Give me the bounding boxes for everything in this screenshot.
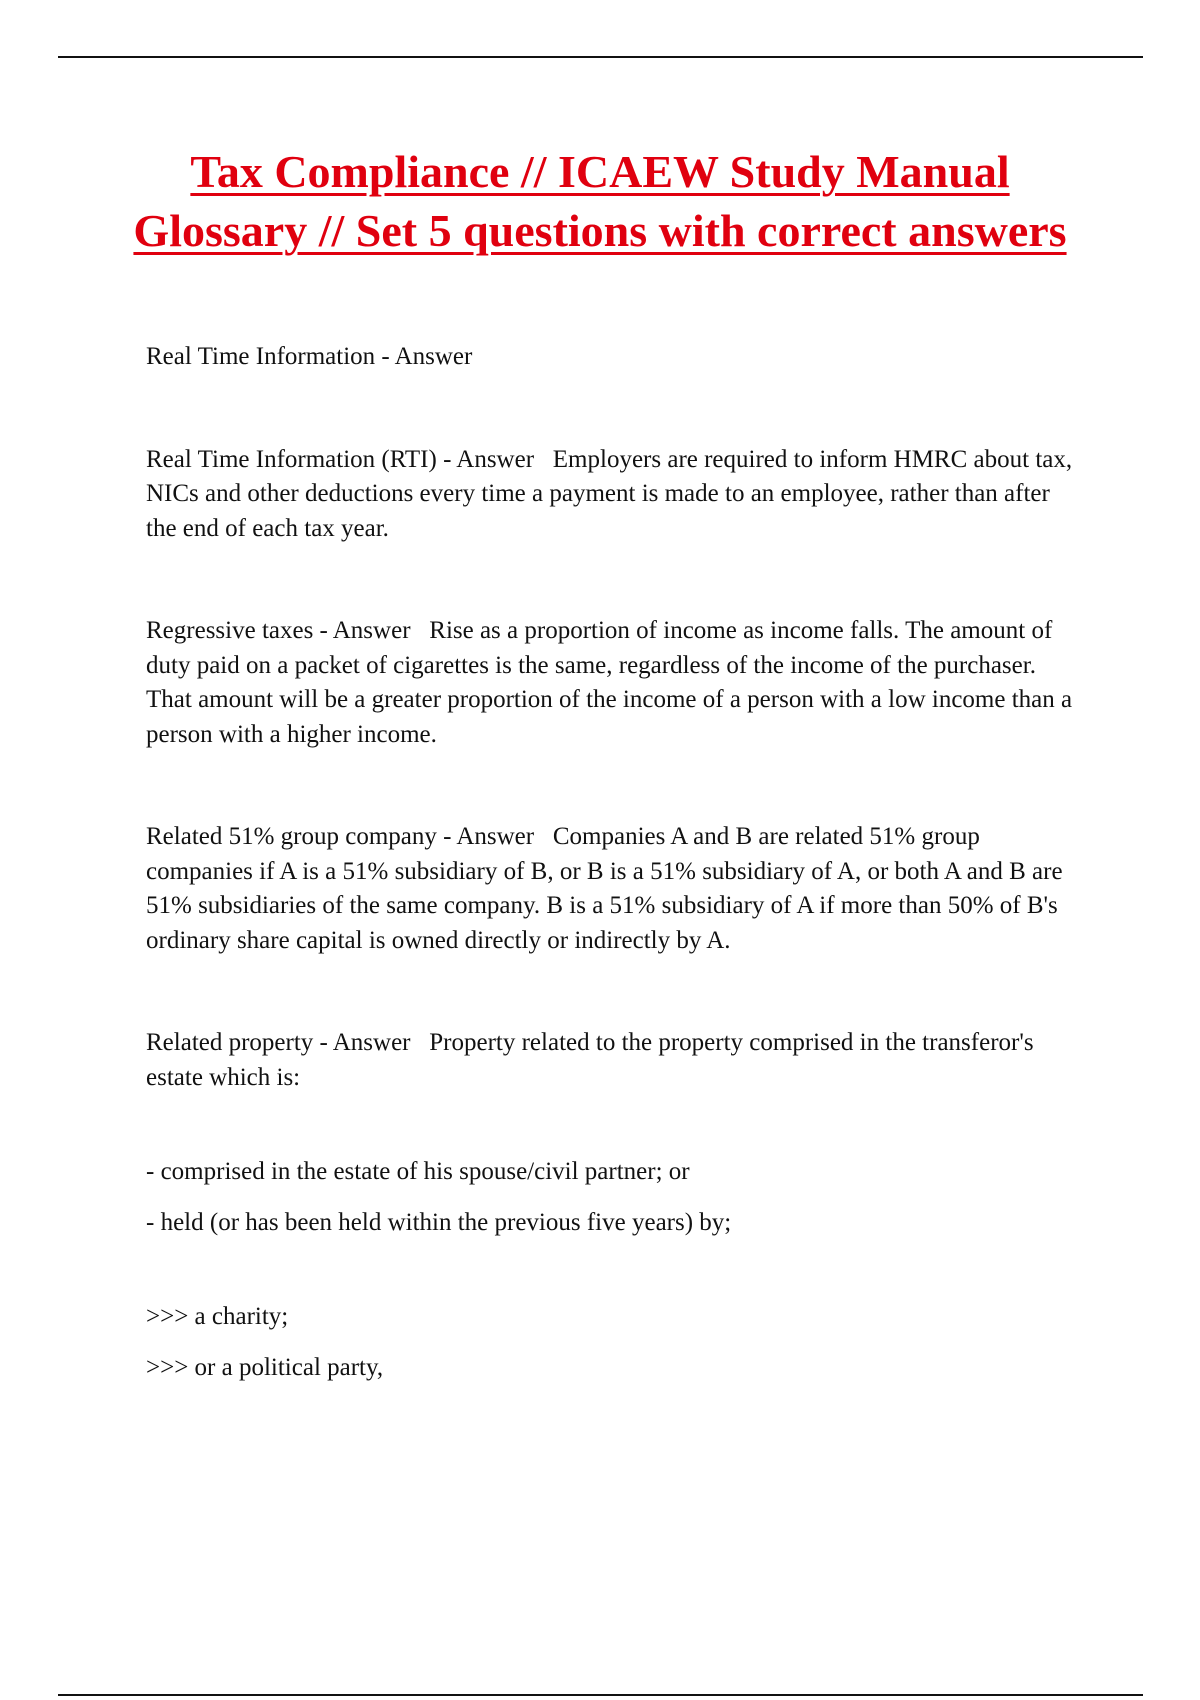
entry-real-time-information xyxy=(146,340,1086,375)
entry-rti xyxy=(146,443,1086,547)
sub-list-item: >>> or a political party, xyxy=(146,1353,384,1381)
entry-term: Related property - Answer xyxy=(146,1029,411,1056)
sub-list-item: >>> a charity; xyxy=(146,1303,289,1330)
list-item: - held (or has been held within the previous five years) by; xyxy=(146,1208,732,1236)
entry-definition: Companies A and B are related 51% group companies if A is a 51% subsidiary of B, or B is a 51% subsidiary of A, or both A and B are 51% subsidiaries of the same company. B is a 51% subsidiary of A if more than 50% of B's ordinary share capital is owned directly or indirectly by A. xyxy=(146,823,1063,954)
entry-definition: Property related to the property comprised in the transferor's estate which is: xyxy=(146,1029,1034,1091)
top-rule xyxy=(58,56,1143,58)
glossary-content xyxy=(146,340,1086,1385)
entry-definition: Employers are required to inform HMRC about tax, NICs and other deductions every time a payment is made to an employee, rather than after the end of each tax year. xyxy=(146,445,1073,542)
entry-related-property xyxy=(146,1026,1086,1095)
document-title: Tax Compliance // ICAEW Study Manual Glossary // Set 5 questions with correct answers xyxy=(133,146,1067,256)
entry-term: Real Time Information (RTI) - Answer xyxy=(146,445,535,473)
entry-term: Related 51% group company - Answer xyxy=(146,823,535,850)
entry-term: Regressive taxes - Answer xyxy=(146,617,411,644)
entry-related-51-group-company xyxy=(146,820,1086,958)
entry-regressive-taxes xyxy=(146,614,1086,752)
entry-term: Real Time Information - Answer xyxy=(146,343,473,370)
list-item: - comprised in the estate of his spouse/civil partner; or xyxy=(146,1158,690,1185)
bottom-rule xyxy=(58,1694,1143,1696)
entry-definition: Rise as a proportion of income as income falls. The amount of duty paid on a packet of cigarettes is the same, regardless of the income of the purchaser. That amount will be a greater proportion of the income of a person with a low income than a person with a higher income. xyxy=(146,617,1073,748)
